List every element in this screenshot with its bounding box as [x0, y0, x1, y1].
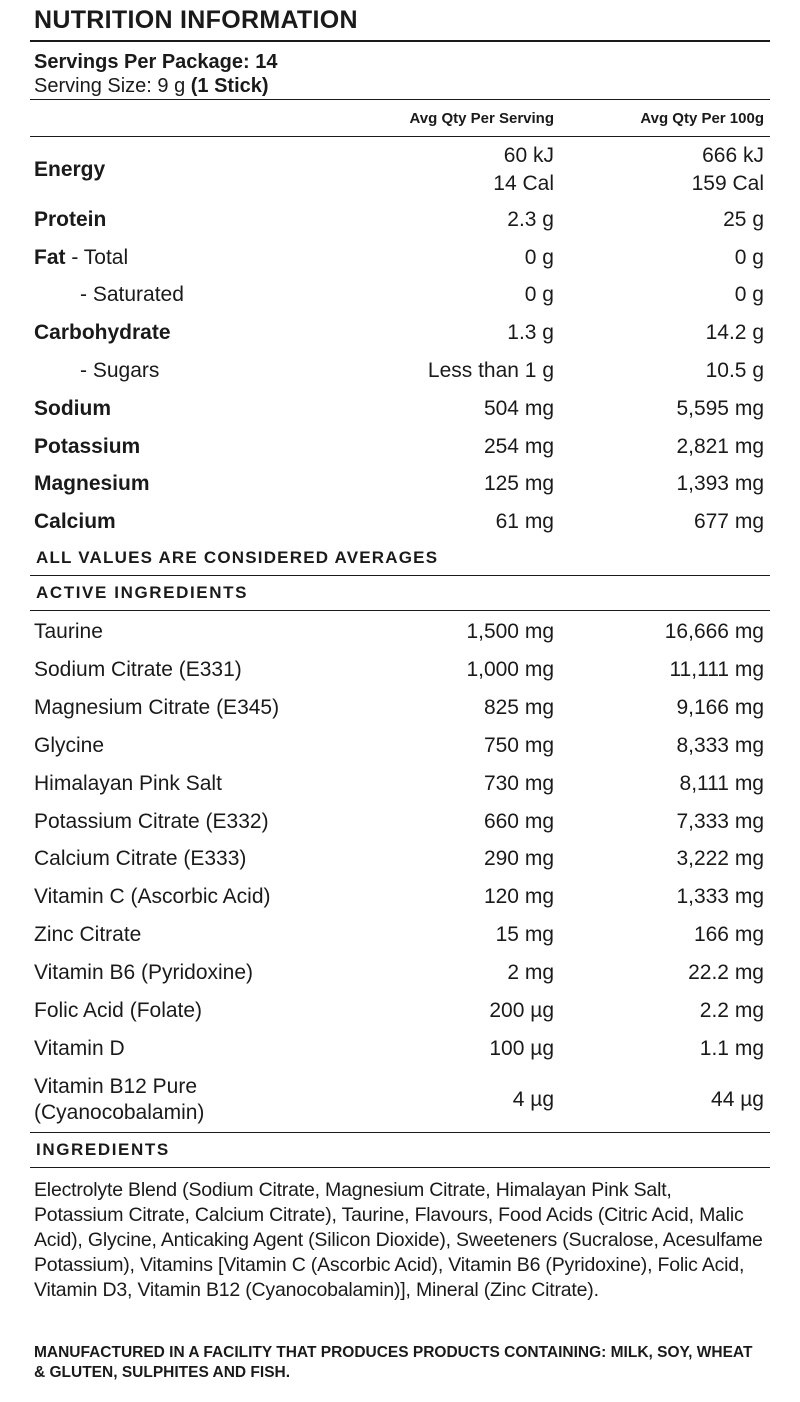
nutrient-name: - Sugars: [80, 359, 160, 383]
table-row: [30, 765, 770, 803]
table-row: [30, 352, 770, 390]
table-row: [30, 503, 770, 541]
per-100g-value: 677 mg: [693, 510, 764, 534]
per-100g-value: 0 g: [734, 245, 764, 269]
per-serving-value: 730 mg: [483, 771, 554, 795]
table-row: [30, 878, 770, 916]
per-serving-value: 120 mg: [483, 885, 554, 909]
per-serving-value: 0 g: [524, 245, 554, 269]
ingredient-name-line2: (Cyanocobalamin): [34, 1100, 205, 1124]
per-100g-value: 1.1 mg: [699, 1036, 764, 1060]
nutrition-panel: [30, 0, 770, 1383]
per-100g-value: 10.5 g: [705, 359, 764, 383]
nutrient-name: [30, 246, 274, 270]
table-row: [30, 613, 770, 651]
table-row: [30, 727, 770, 765]
nutrient-name: Carbohydrate: [34, 321, 171, 345]
table-row: [30, 954, 770, 992]
per-100g-value: 5,595 mg: [676, 396, 764, 420]
serving-size-stick: (1 Stick): [190, 75, 269, 97]
panel-title: NUTRITION INFORMATION: [30, 0, 770, 42]
table-row: [30, 390, 770, 428]
table-row: [30, 689, 770, 727]
per-100g-value: 9,166 mg: [676, 695, 764, 719]
averages-note: ALL VALUES ARE CONSIDERED AVERAGES: [30, 541, 770, 576]
per-serving-value: 61 mg: [495, 510, 554, 534]
per-100g-value: 25 g: [723, 207, 764, 231]
nutrient-name: - Saturated: [80, 283, 184, 307]
table-row: [30, 992, 770, 1030]
table-row: [30, 428, 770, 466]
ingredient-name: Potassium Citrate (E332): [34, 809, 269, 833]
column-header-per-serving: Avg Qty Per Serving: [409, 109, 554, 127]
nutrient-name: Potassium: [34, 434, 141, 458]
per-serving-value: 1,000 mg: [466, 658, 554, 681]
table-row: [30, 916, 770, 954]
per-100g-value: 0 g: [734, 283, 764, 307]
table-row: [30, 841, 770, 879]
ingredient-name: Vitamin B6 (Pyridoxine): [34, 961, 254, 985]
ingredient-name: Zinc Citrate: [34, 923, 142, 947]
ingredient-name: [30, 1074, 284, 1126]
nutrient-name-main: Fat: [34, 245, 66, 269]
per-serving-value: 254 mg: [483, 434, 554, 458]
per-serving-value: 290 mg: [483, 847, 554, 871]
servings-per-package: Servings Per Package: 14: [34, 51, 278, 73]
energy-per-serving: [274, 142, 554, 198]
ingredient-name: Vitamin C (Ascorbic Acid): [34, 885, 271, 909]
per-serving-value: 660 mg: [483, 809, 554, 833]
ingredient-name: Taurine: [34, 620, 103, 644]
column-headers: [30, 100, 770, 137]
table-row: [30, 466, 770, 504]
ingredient-name: Calcium Citrate (E333): [34, 847, 247, 871]
table-row: [30, 651, 770, 689]
nutrient-name: Magnesium: [34, 472, 150, 496]
per-serving-value: 100 µg: [489, 1036, 554, 1060]
per-serving-value: 0 g: [524, 283, 554, 307]
per-100g-value: 44 µg: [711, 1087, 764, 1111]
serving-size: [34, 74, 770, 98]
energy-100g-kj: 666 kJ: [702, 144, 764, 167]
ingredient-name: Himalayan Pink Salt: [34, 771, 222, 795]
per-serving-value: 15 mg: [495, 923, 554, 947]
nutrition-table: [30, 137, 770, 541]
per-100g-value: 11,111 mg: [669, 658, 764, 681]
ingredients-heading: INGREDIENTS: [30, 1133, 770, 1168]
per-100g-value: 22.2 mg: [688, 961, 764, 985]
per-serving-value: 504 mg: [483, 396, 554, 420]
per-100g-value: 16,666 mg: [664, 620, 764, 644]
allergen-warning: MANUFACTURED IN A FACILITY THAT PRODUCES PRODUCTS CONTAINING: MILK, SOY, WHEAT & GLUTEN, SULPHITES AND FISH.: [34, 1343, 753, 1381]
servings-block: [30, 42, 770, 100]
energy-100g-cal: 159 Cal: [691, 172, 764, 195]
per-serving-value: 2 mg: [507, 961, 554, 985]
table-row: [30, 239, 770, 277]
per-serving-value: 1,500 mg: [466, 620, 554, 644]
per-100g-value: 8,111 mg: [679, 771, 764, 795]
per-100g-value: 1,333 mg: [676, 885, 764, 909]
serving-size-text: Serving Size: 9 g: [34, 75, 191, 97]
per-serving-value: 4 µg: [512, 1087, 554, 1111]
per-serving-value: 2.3 g: [507, 207, 554, 231]
per-serving-value: 200 µg: [489, 999, 554, 1023]
energy-per-100g: [554, 142, 770, 198]
ingredient-name: Folic Acid (Folate): [34, 999, 203, 1023]
per-100g-value: 2.2 mg: [699, 999, 764, 1023]
table-row-energy: [30, 137, 770, 201]
table-row: [30, 314, 770, 352]
active-ingredients-heading: ACTIVE INGREDIENTS: [30, 576, 770, 611]
per-100g-value: 2,821 mg: [676, 434, 764, 458]
active-ingredients-table: [30, 611, 770, 1133]
nutrient-name: Energy: [34, 158, 106, 181]
per-100g-value: 8,333 mg: [676, 733, 764, 757]
table-row: [30, 1030, 770, 1068]
ingredient-name: Vitamin D: [34, 1036, 125, 1060]
ingredients-text: Electrolyte Blend (Sodium Citrate, Magnesium Citrate, Himalayan Pink Salt, Potassium Citrate, Calcium Citrate), Taurine, Flavours, Food Acids (Citric Acid, Malic Acid), Glycine, Anticaking Agent (Silicon Dioxide), Sweeteners (Sucralose, Acesulfame Potassium), Vitamins [Vitamin C (Ascorbic Acid), Vitamin B6 (Pyridoxine), Folic Acid, Vitamin D3, Vitamin B12 (Cyanocobalamin)], Mineral (Zinc Citrate).: [34, 1178, 763, 1301]
per-100g-value: 166 mg: [693, 923, 764, 947]
ingredient-name: Sodium Citrate (E331): [34, 658, 242, 681]
per-serving-value: 1.3 g: [507, 321, 554, 345]
ingredient-name: Glycine: [34, 733, 105, 757]
table-row: [30, 803, 770, 841]
nutrient-name: Calcium: [34, 510, 116, 534]
per-serving-value: 125 mg: [483, 472, 554, 496]
nutrient-name: Protein: [34, 207, 107, 231]
nutrient-name: Sodium: [34, 396, 111, 420]
per-serving-value: 750 mg: [483, 733, 554, 757]
ingredient-name: Magnesium Citrate (E345): [34, 695, 280, 719]
table-row-b12: [30, 1068, 770, 1133]
table-row: [30, 277, 770, 315]
per-100g-value: 14.2 g: [705, 321, 764, 345]
column-header-per-100g: Avg Qty Per 100g: [640, 109, 764, 127]
per-100g-value: 7,333 mg: [676, 809, 764, 833]
ingredient-name-line1: Vitamin B12 Pure: [34, 1074, 198, 1098]
per-100g-value: 1,393 mg: [676, 472, 764, 496]
per-serving-value: 825 mg: [483, 695, 554, 719]
energy-serving-cal: 14 Cal: [493, 172, 554, 195]
per-100g-value: 3,222 mg: [676, 847, 764, 871]
per-serving-value: Less than 1 g: [427, 359, 554, 383]
nutrient-name-suffix: - Total: [65, 245, 129, 269]
table-row: [30, 201, 770, 239]
energy-serving-kj: 60 kJ: [503, 144, 554, 167]
